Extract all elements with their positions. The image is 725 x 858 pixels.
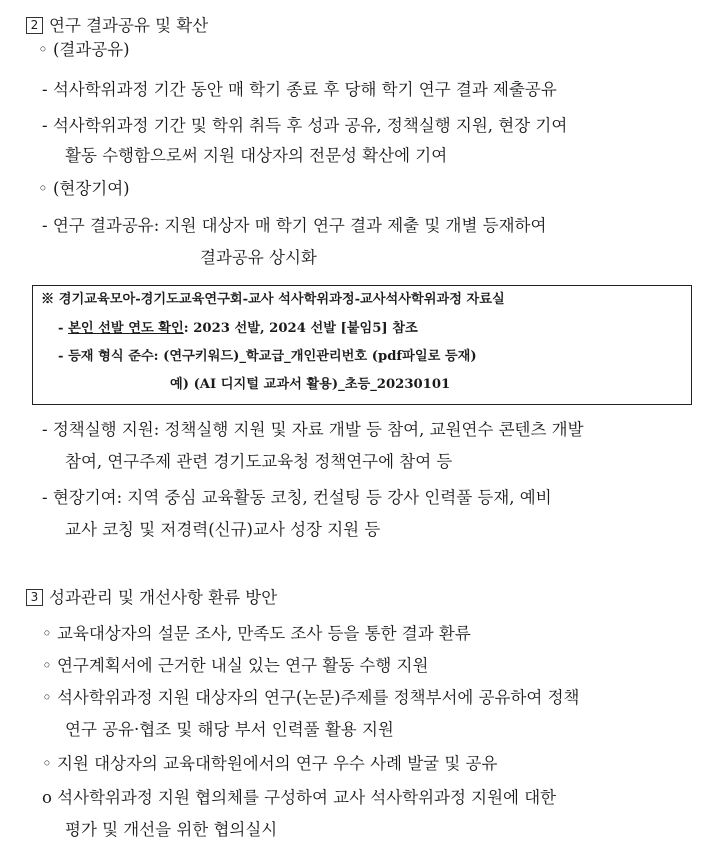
list-item-continuation: 교사 코칭 및 저경력(신규)교사 성장 지원 등	[65, 520, 381, 539]
list-item: o 석사학위과정 지원 협의체를 구성하여 교사 석사학위과정 지원에 대한	[42, 788, 557, 807]
list-item: ◦ 지원 대상자의 교육대학원에서의 연구 우수 사례 발굴 및 공유	[42, 754, 498, 773]
list-item-continuation: 평가 및 개선을 위한 협의실시	[65, 820, 278, 839]
list-item-continuation: 활동 수행함으로써 지원 대상자의 전문성 확산에 기여	[65, 146, 448, 165]
notice-line-1: ※ 경기교육모아-경기도교육연구회-교사 석사학위과정-교사석사학위과정 자료실	[41, 292, 505, 307]
notice-line-2-prefix: -	[58, 321, 69, 336]
sub-heading-result-sharing: ◦ (결과공유)	[38, 40, 130, 59]
notice-box	[32, 285, 692, 405]
section-2-number: 2	[26, 17, 43, 34]
section-2-heading	[26, 14, 208, 38]
notice-line-4: 예) (AI 디지털 교과서 활용)_초등_20230101	[170, 377, 451, 392]
list-item-continuation: 연구 공유·협조 및 해당 부서 인력풀 활용 지원	[65, 720, 394, 739]
list-item: ◦ 연구계획서에 근거한 내실 있는 연구 활동 수행 지원	[42, 656, 429, 675]
list-item: - 현장기여: 지역 중심 교육활동 코칭, 컨설팅 등 강사 인력풀 등재, 예비	[42, 488, 552, 507]
list-item: ◦ 석사학위과정 지원 대상자의 연구(논문)주제를 정책부서에 공유하여 정책	[42, 688, 580, 707]
notice-line-2	[58, 319, 418, 339]
list-item: ◦ 교육대상자의 설문 조사, 만족도 조사 등을 통한 결과 환류	[42, 624, 471, 643]
list-item: - 석사학위과정 기간 동안 매 학기 종료 후 당해 학기 연구 결과 제출공유	[42, 80, 557, 99]
notice-line-2-rest: : 2023 선발, 2024 선발 [붙임5] 참조	[183, 321, 418, 336]
notice-line-3: - 등재 형식 준수: (연구키워드)_학교급_개인관리번호 (pdf파일로 등재)	[58, 349, 477, 364]
section-2-title: 연구 결과공유 및 확산	[49, 16, 209, 35]
section-3-number: 3	[26, 589, 43, 606]
list-item-continuation: 결과공유 상시화	[200, 248, 317, 267]
list-item: - 정책실행 지원: 정책실행 지원 및 자료 개발 등 참여, 교원연수 콘텐츠 개발	[42, 420, 584, 439]
notice-underlined-text: 본인 선발 연도 확인	[68, 321, 184, 336]
list-item: - 연구 결과공유: 지원 대상자 매 학기 연구 결과 제출 및 개별 등재하여	[42, 216, 547, 235]
list-item: - 석사학위과정 기간 및 학위 취득 후 성과 공유, 정책실행 지원, 현장 기여	[42, 116, 568, 135]
list-item-continuation: 참여, 연구주제 관련 경기도교육청 정책연구에 참여 등	[65, 452, 453, 471]
section-3-title: 성과관리 및 개선사항 환류 방안	[49, 588, 278, 607]
section-3-heading	[26, 586, 277, 610]
sub-heading-field-contribution: ◦ (현장기여)	[38, 179, 130, 198]
